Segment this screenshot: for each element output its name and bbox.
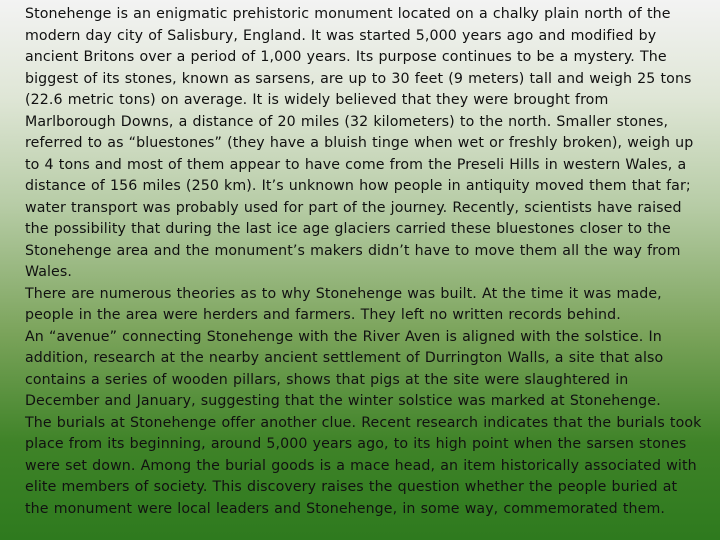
paragraph-burials: The burials at Stonehenge offer another clue. Recent research indicates that the burials took place from its beginning, around 5,000 years ago, to its high point when the sarsen stones were set down. Among the burial goods is a mace head, an item historically associated with elite members of society. This discovery raises the question whether the people buried at the monument were local leaders and Stonehenge, in some way, commemorated them. (25, 414, 702, 517)
paragraph-theories: There are numerous theories as to why Stonehenge was built. At the time it was made, people in the area were herders and farmers. They left no written records behind. (25, 285, 662, 323)
body-text (25, 4, 704, 520)
paragraph-stonehenge-intro: Stonehenge is an enigmatic prehistoric monument located on a chalky plain north of the modern day city of Salisbury, England. It was started 5,000 years ago and modified by ancient Britons over a period of 1,000 years. Its purpose continues to be a mystery. The biggest of its stones, known as sarsens, are up to 30 feet (9 meters) tall and weigh 25 tons (22.6 metric tons) on average. It is widely believed that they were brought from Marlborough Downs, a distance of 20 miles (32 kilometers) to the north. Smaller stones, referred to as “bluestones” (they have a bluish tinge when wet or freshly broken), weigh up to 4 tons and most of them appear to have come from the Preseli Hills in western Wales, a distance of 156 miles (250 km). It’s unknown how people in antiquity moved them that far; water transport was probably used for part of the journey. Recently, scientists have raised the possibility that during the last ice age glaciers carried these bluestones closer to the Stonehenge area and the monument’s makers didn’t have to move them all the way from Wales. (25, 6, 694, 280)
paragraph-solstice-avenue: An “avenue” connecting Stonehenge with the River Aven is aligned with the solstice. In addition, research at the nearby ancient settlement of Durrington Walls, a site that also contains a series of wooden pillars, shows that pigs at the site were slaughtered in December and January, suggesting that the winter solstice was marked at Stonehenge. (25, 328, 664, 409)
